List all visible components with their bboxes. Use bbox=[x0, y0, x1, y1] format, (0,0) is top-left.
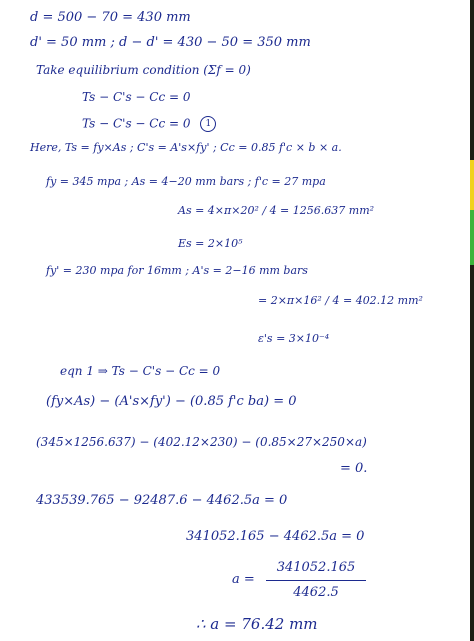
numeric-substitution: (345×1256.637) − (402.12×230) − (0.85×27×250×a) bbox=[36, 435, 367, 449]
force-balance-text: Ts − C's − Cc = 0 bbox=[82, 116, 191, 131]
depth-line: d = 500 − 70 = 430 mm bbox=[30, 10, 191, 25]
simplified-equation: 341052.165 − 4462.5a = 0 bbox=[186, 529, 365, 544]
equals-zero: = 0. bbox=[340, 461, 368, 476]
modulus-line: Es = 2×10⁵ bbox=[178, 237, 243, 250]
steel-area-line: As = 4×π×20² / 4 = 1256.637 mm² bbox=[178, 204, 375, 217]
edge-strip-yellow bbox=[470, 160, 474, 210]
final-answer: ∴ a = 76.42 mm bbox=[196, 615, 318, 633]
fraction-numerator: 341052.165 bbox=[276, 560, 356, 575]
equation-number-badge: 1 bbox=[200, 116, 216, 132]
definitions-line: Here, Ts = fy×As ; C's = A's×fy' ; Cc = 0.85 f'c × b × a. bbox=[30, 141, 342, 154]
expanded-equation: 433539.765 − 92487.6 − 4462.5a = 0 bbox=[36, 493, 288, 508]
force-balance-line: Ts − C's − Cc = 0 bbox=[82, 90, 191, 104]
strain-line: ε's = 3×10⁻⁴ bbox=[258, 332, 330, 345]
compression-steel-line: fy' = 230 mpa for 16mm ; A's = 2−16 mm bars bbox=[46, 264, 308, 277]
compression-area-line: = 2×π×16² / 4 = 402.12 mm² bbox=[258, 294, 423, 307]
substitution-heading: eqn 1 ⇒ Ts − C's − Cc = 0 bbox=[60, 364, 221, 378]
fraction-denominator: 4462.5 bbox=[293, 585, 339, 600]
edge-strip-green bbox=[470, 210, 474, 265]
material-properties-line: fy = 345 mpa ; As = 4−20 mm bars ; f'c = 27 mpa bbox=[46, 175, 326, 188]
symbolic-equation: (fy×As) − (A's×fy') − (0.85 f'c ba) = 0 bbox=[46, 394, 297, 409]
equilibrium-heading: Take equilibrium condition (Σf = 0) bbox=[36, 63, 251, 77]
edge-strip-dark-lower bbox=[470, 265, 474, 641]
edge-strip-dark bbox=[470, 0, 474, 160]
cover-line: d' = 50 mm ; d − d' = 430 − 50 = 350 mm bbox=[30, 35, 311, 50]
fraction-bar bbox=[266, 580, 366, 581]
force-balance-equation-1 bbox=[82, 116, 216, 132]
solve-a-label: a = bbox=[232, 572, 255, 587]
